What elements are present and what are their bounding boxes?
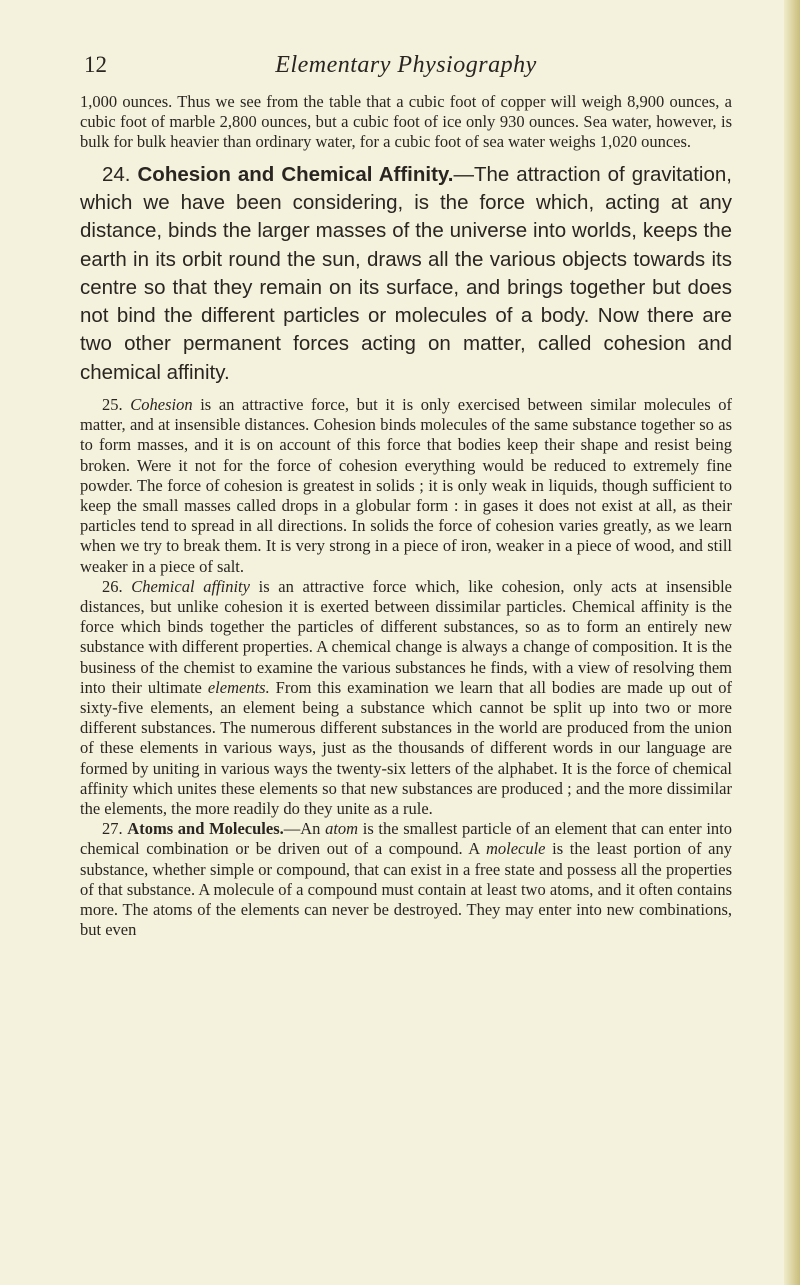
section-27-paragraph [80,819,732,940]
section-27-heading: Atoms and Molecules. [127,819,284,839]
section-27-term-atom: atom [325,819,359,839]
section-27-number: 27. [102,819,123,839]
section-26-text-a: is an attractive force which, like cohesion, only acts at insensible distances, but unlike cohesion it is exerted between dissimilar particles. Chemical affinity is the force which binds together the particles of different substances, so as to form an entirely new substance with different properties. A chemical change is always a change of composition. It is the business of the chemist to examine the various substances he finds, with a view of resolving them into their ultimate [80,576,732,697]
page-edge [784,0,800,1285]
section-27-text-b: is the least portion of any substance, whether simple or compound, that can exist in a free state and possess all the properties of that substance. A molecule of a compound must contain at least two atoms, and it often contains more. The atoms of the elements can never be destroyed. They may enter into new combinations, but even [80,839,732,940]
intro-paragraph [80,92,732,153]
section-25-text: is an attractive force, but it is only exercised between similar molecules of matter, and at insensible distances. Cohesion binds molecules of the same substance together so as to form masses, and it is on account of this force that bodies keep their shape and resist being broken. Were it not for the force of cohesion everything would be reduced to extremely fine powder. The force of cohesion is greatest in solids ; it is only weak in liquids, though sufficient to keep the small masses called drops in a globular form : in gases it does not exist at all, as their particles tend to spread in all directions. In solids the force of cohesion varies greatly, as we learn when we try to break them. It is very strong in a piece of iron, weaker in a piece of wood, and still weaker in a piece of salt. [80,394,732,576]
book-page [80,52,732,940]
section-26-term-elements: elements. [207,677,270,697]
section-26-number: 26. [102,576,123,596]
section-27-term-molecule: molecule [485,839,546,859]
section-27-text-a: is the smallest particle of an element that can enter into chemical combination or be driven out of a compound. A [80,819,732,859]
section-25-term: Cohesion [130,394,193,414]
section-24-heading: Cohesion and Chemical Affinity. [137,162,454,186]
section-26-term: Chemical affinity [131,576,250,596]
section-24-text: —The attraction of gravitation, which we have been considering, is the force which, acting at any distance, binds the larger masses of the universe into worlds, keeps the earth in its orbit round the sun, draws all the various objects towards its centre so that they remain on its surface, and brings together but does not bind the different particles or molecules of a body. Now there are two other permanent forces acting on matter, called cohesion and chemical affinity. [80,162,732,384]
section-25-number: 25. [102,394,123,414]
section-24-number: 24. [102,162,131,186]
section-27-dash: —An [283,819,326,839]
section-24-paragraph [80,161,732,387]
page-header [80,52,732,92]
page-number: 12 [84,52,107,77]
section-26-paragraph [80,577,732,819]
intro-text: 1,000 ounces. Thus we see from the table that a cubic foot of copper will weigh 8,900 ounces, a cubic foot of marble 2,800 ounces, but a cubic foot of ice only 930 ounces. Sea water, however, is bulk for bulk heavier than ordinary water, for a cubic foot of sea water weighs 1,020 ounces. [80,92,732,152]
section-26-text-b: From this examination we learn that all bodies are made up out of sixty-five elements, an element being a substance which cannot be split up into two or more different substances. The numerous different substances in the world are produced from the union of these elements in various ways, just as the thousands of different words in our language are formed by uniting in various ways the twenty-six letters of the alphabet. It is the force of chemical affinity which unites these elements so that new substances are produced ; and the more dissimilar the elements, the more readily do they unite as a rule. [80,677,732,819]
section-25-paragraph [80,395,732,577]
running-title: Elementary Physiography [275,52,537,78]
